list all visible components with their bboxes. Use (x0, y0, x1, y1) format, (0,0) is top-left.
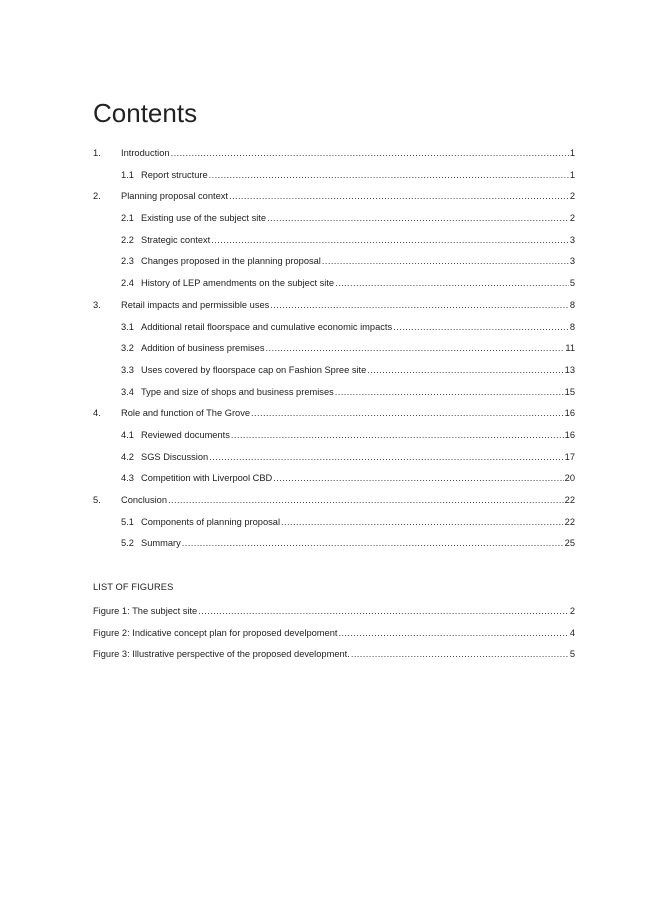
dot-leader (335, 273, 569, 295)
toc-entry-title: Strategic context (141, 234, 211, 245)
figure-entry-page-number: 5 (569, 649, 575, 660)
toc-subsection-entry[interactable] (93, 447, 575, 469)
toc-entry-number: 4.2 (121, 451, 134, 462)
toc-subsection-entry[interactable] (93, 338, 575, 360)
toc-entry-title: Retail impacts and permissible uses (121, 299, 270, 310)
dot-leader (351, 644, 569, 666)
toc-entry-page-number: 20 (564, 473, 575, 484)
dot-leader (267, 208, 569, 230)
table-of-contents (93, 143, 575, 555)
toc-entry-number: 1.1 (121, 169, 134, 180)
toc-subsection-entry[interactable] (93, 512, 575, 534)
dot-leader (182, 533, 564, 555)
dot-leader (211, 230, 569, 252)
toc-entry-number: 2.2 (121, 234, 134, 245)
toc-entry-title: Summary (141, 538, 181, 549)
figure-entry-title: Figure 3: Illustrative perspective of the proposed development. (93, 649, 350, 660)
toc-section-entry[interactable] (93, 403, 575, 425)
toc-entry-number: 4. (93, 408, 101, 419)
figure-entry-title: Figure 2: Indicative concept plan for proposed develpoment (93, 627, 338, 638)
toc-entry-number: 2.3 (121, 256, 134, 267)
toc-subsection-entry[interactable] (93, 468, 575, 490)
dot-leader (322, 251, 569, 273)
toc-entry-page-number: 16 (564, 408, 575, 419)
dot-leader (229, 186, 569, 208)
toc-entry-page-number: 8 (569, 299, 575, 310)
toc-entry-title: Type and size of shops and business premises (141, 386, 334, 397)
dot-leader (168, 490, 564, 512)
toc-entry-number: 5. (93, 495, 101, 505)
dot-leader (171, 143, 569, 165)
toc-entry-number: 1. (93, 148, 101, 158)
toc-subsection-entry[interactable] (93, 382, 575, 404)
dot-leader (266, 338, 565, 360)
toc-entry-number: 3.2 (121, 343, 134, 354)
toc-subsection-entry[interactable] (93, 360, 575, 382)
toc-entry-title: Reviewed documents (141, 429, 230, 440)
toc-entry-page-number: 1 (569, 148, 575, 158)
toc-entry-title: SGS Discussion (141, 451, 209, 462)
toc-entry-page-number: 13 (564, 364, 575, 375)
toc-entry-number: 4.3 (121, 473, 134, 484)
toc-entry-number: 2.4 (121, 278, 134, 289)
dot-leader (273, 468, 563, 490)
toc-entry-page-number: 2 (569, 191, 575, 202)
toc-entry-page-number: 25 (564, 538, 575, 549)
toc-entry-page-number: 17 (564, 451, 575, 462)
toc-subsection-entry[interactable] (93, 251, 575, 273)
toc-entry-title: Components of planning proposal (141, 516, 281, 527)
toc-subsection-entry[interactable] (93, 425, 575, 447)
toc-section-entry[interactable] (93, 186, 575, 208)
toc-entry-title: Addition of business premises (141, 343, 265, 354)
dot-leader (393, 317, 569, 339)
page-title: Contents (93, 98, 198, 128)
toc-section-entry[interactable] (93, 143, 575, 165)
dot-leader (209, 165, 569, 187)
toc-entry-number: 3.1 (121, 321, 134, 332)
toc-entry-number: 5.2 (121, 538, 134, 549)
dot-leader (231, 425, 564, 447)
toc-entry-title: Introduction (121, 148, 170, 158)
list-of-figures-heading: LIST OF FIGURES (93, 582, 174, 592)
toc-subsection-entry[interactable] (93, 273, 575, 295)
toc-section-entry[interactable] (93, 295, 575, 317)
toc-entry-title: Competition with Liverpool CBD (141, 473, 273, 484)
toc-section-entry[interactable] (93, 490, 575, 512)
toc-entry-number: 2.1 (121, 213, 134, 224)
toc-entry-title: History of LEP amendments on the subject site (141, 278, 335, 289)
figure-entry[interactable] (93, 601, 575, 623)
toc-entry-page-number: 22 (564, 495, 575, 505)
dot-leader (198, 601, 569, 623)
toc-entry-page-number: 15 (564, 386, 575, 397)
dot-leader (209, 447, 563, 469)
toc-subsection-entry[interactable] (93, 533, 575, 555)
toc-entry-title: Changes proposed in the planning proposal (141, 256, 321, 267)
toc-entry-page-number: 3 (569, 256, 575, 267)
toc-entry-title: Uses covered by floorspace cap on Fashion Spree site (141, 364, 367, 375)
toc-subsection-entry[interactable] (93, 317, 575, 339)
toc-subsection-entry[interactable] (93, 208, 575, 230)
dot-leader (281, 512, 564, 534)
toc-entry-page-number: 3 (569, 234, 575, 245)
toc-entry-number: 4.1 (121, 429, 134, 440)
toc-entry-number: 2. (93, 191, 101, 202)
figure-entry[interactable] (93, 644, 575, 666)
toc-entry-title: Existing use of the subject site (141, 213, 267, 224)
dot-leader (335, 382, 564, 404)
toc-entry-title: Report structure (141, 169, 208, 180)
figure-entry-page-number: 4 (569, 627, 575, 638)
toc-subsection-entry[interactable] (93, 230, 575, 252)
toc-entry-title: Conclusion (121, 495, 167, 505)
toc-entry-page-number: 16 (564, 429, 575, 440)
toc-entry-number: 3.4 (121, 386, 134, 397)
toc-entry-number: 3.3 (121, 364, 134, 375)
figure-entry-title: Figure 1: The subject site (93, 606, 198, 616)
toc-entry-page-number: 5 (569, 278, 575, 289)
toc-entry-page-number: 2 (569, 213, 575, 224)
toc-entry-number: 5.1 (121, 516, 134, 527)
toc-entry-number: 3. (93, 299, 101, 310)
toc-entry-page-number: 8 (569, 321, 575, 332)
dot-leader (367, 360, 563, 382)
figure-entry[interactable] (93, 623, 575, 645)
figure-entry-page-number: 2 (569, 606, 575, 616)
toc-entry-title: Additional retail floorspace and cumulative economic impacts (141, 321, 393, 332)
toc-entry-page-number: 11 (565, 343, 575, 354)
toc-entry-page-number: 22 (564, 516, 575, 527)
dot-leader (251, 403, 564, 425)
toc-entry-title: Planning proposal context (121, 191, 228, 202)
list-of-figures (93, 601, 575, 666)
toc-entry-title: Role and function of The Grove (121, 408, 251, 419)
dot-leader (338, 623, 568, 645)
toc-subsection-entry[interactable] (93, 165, 575, 187)
toc-entry-page-number: 1 (569, 169, 575, 180)
dot-leader (270, 295, 569, 317)
